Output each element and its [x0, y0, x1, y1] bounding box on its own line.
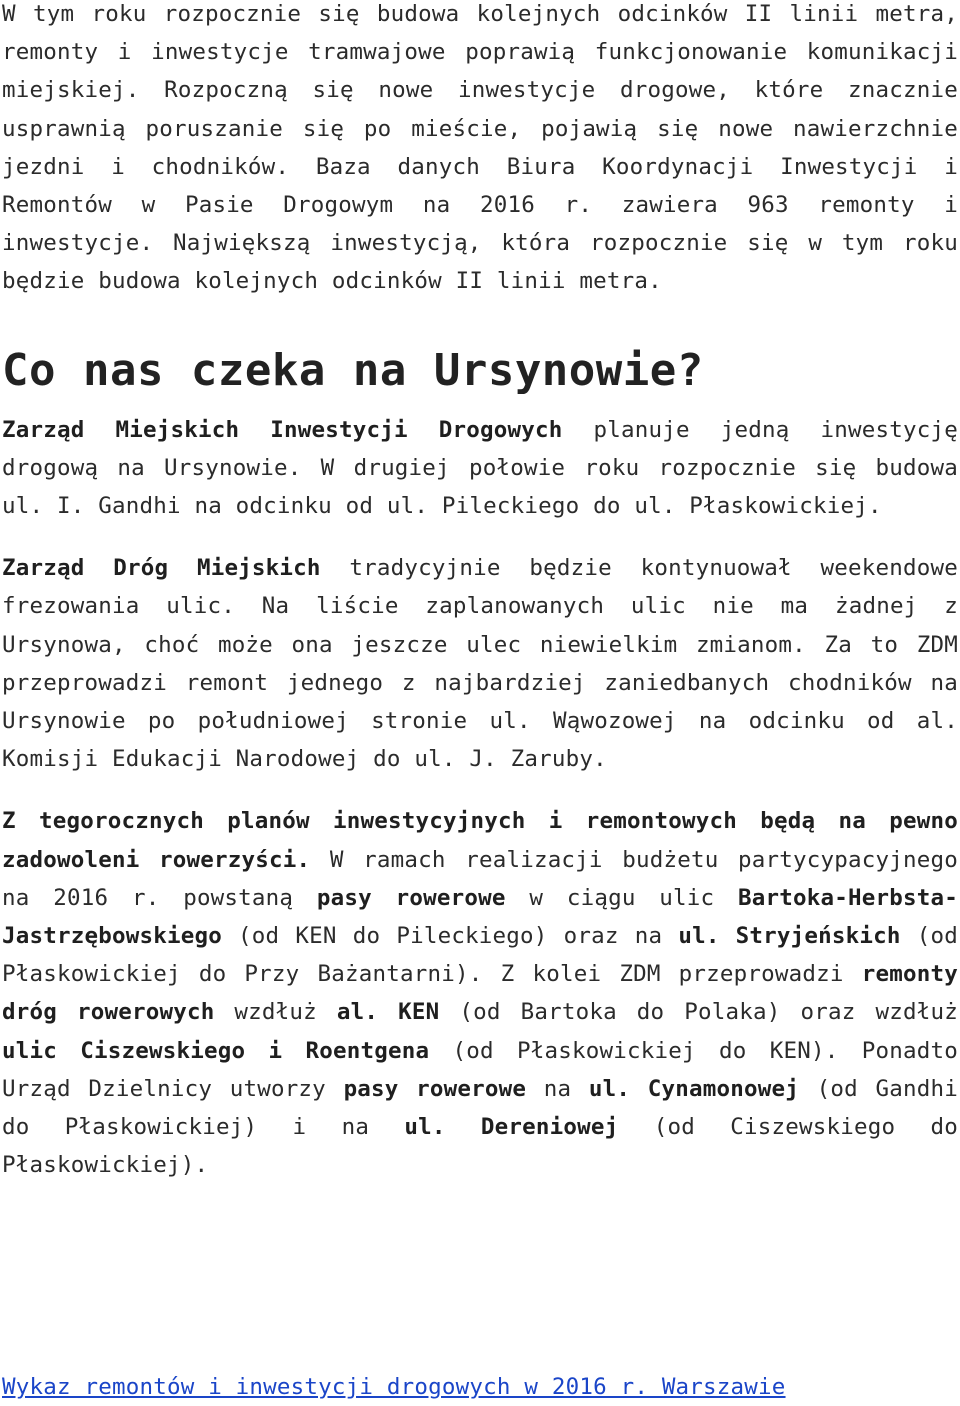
intro-text: W tym roku rozpocznie się budowa kolejnych odcinków II linii metra, remonty i inwestycje tramwajowe poprawią funkcjonowanie komunikacji miejskiej. Rozpoczną się nowe inwestycje drogowe, które znacznie usprawnią poruszanie się po mieście, pojawią się nowe nawierzchnie jezdni i chodników. Baza danych Biura Koordynacji Inwestycji i Remontów w Pasie Drogowym na 2016 r. zawiera 963 remonty i inwestycje. Największą inwestycją, która rozpocznie się w tym roku będzie budowa kolejnych odcinków II linii metra. — [2, 1, 958, 295]
bikes-text: (od Gandhi do Płaskowickiej) i na — [2, 1075, 958, 1141]
bikes-bold: pasy rowerowe — [316, 884, 506, 911]
bikes-text: (od KEN do Pileckiego) oraz na — [221, 923, 679, 950]
zdm-bold: Zarząd Dróg Miejskich — [2, 555, 321, 582]
link-line — [2, 1368, 786, 1406]
bikes-text: wzdłuż — [214, 999, 337, 1026]
bikes-bold: ul. Dereniowej — [404, 1114, 619, 1141]
section-heading: Co nas czeka na Ursynowie? — [2, 344, 704, 396]
article-body — [2, 0, 958, 1184]
bikes-text: (od Ciszewskiego do Płaskowickiej). — [2, 1114, 958, 1179]
bikes-bold: ul. Cynamonowej — [588, 1075, 799, 1102]
bikes-paragraph — [2, 802, 958, 1184]
roadworks-list-link[interactable]: Wykaz remontów i inwestycji drogowych w 2016 r. Warszawie — [2, 1374, 786, 1400]
zdm-text: tradycyjnie będzie kontynuował weekendowe frezowania ulic. Na liście zaplanowanych ulic nie ma żadnej z Ursynowa, choć może ona jeszcze ulec niewielkim zmianom. Za to ZDM przeprowadzi remont jednego z najbardziej zaniedbanych chodników na Ursynowie po południowej stronie ul. Wąwozowej na odcinku od al. Komisji Edukacji Narodowej do ul. J. Zaruby. — [2, 555, 958, 773]
bikes-lead-bold: Z tegorocznych planów inwestycyjnych i remontowych będą na pewno zadowoleni rowerzyści. — [2, 808, 958, 873]
zmid-text: planuje jedną inwestycję drogową na Ursynowie. W drugiej połowie roku rozpocznie się budowa ul. I. Gandhi na odcinku od ul. Pileckiego do ul. Płaskowickiej. — [2, 416, 959, 520]
bikes-bold: ul. Stryjeńskich — [678, 923, 901, 950]
zmid-bold: Zarząd Miejskich Inwestycji Drogowych — [2, 416, 563, 443]
intro-paragraph — [2, 0, 958, 301]
zdm-paragraph — [2, 549, 958, 778]
bikes-text: (od Bartoka do Polaka) oraz wzdłuż — [439, 999, 958, 1026]
bikes-text: W ramach realizacji budżetu partycypacyjnego na 2016 r. powstaną — [2, 846, 958, 911]
bikes-bold: Bartoka-Herbsta- Jastrzębowskiego — [2, 884, 958, 950]
bikes-bold: pasy rowerowe — [343, 1075, 527, 1102]
zmid-paragraph — [2, 411, 958, 526]
bikes-text: na — [526, 1075, 589, 1102]
bikes-bold: remonty dróg rowerowych — [2, 961, 958, 1026]
bikes-text: w ciągu ulic — [505, 884, 739, 911]
bikes-bold: al. KEN — [336, 999, 440, 1026]
bikes-text: (od Płaskowickiej do Przy Bażantarni). Z kolei ZDM przeprowadzi — [2, 923, 958, 988]
bikes-bold: ulic Ciszewskiego i Roentgena — [2, 1037, 430, 1064]
bikes-text: (od Płaskowickiej do KEN). Ponadto Urząd Dzielnicy utworzy — [2, 1037, 958, 1102]
